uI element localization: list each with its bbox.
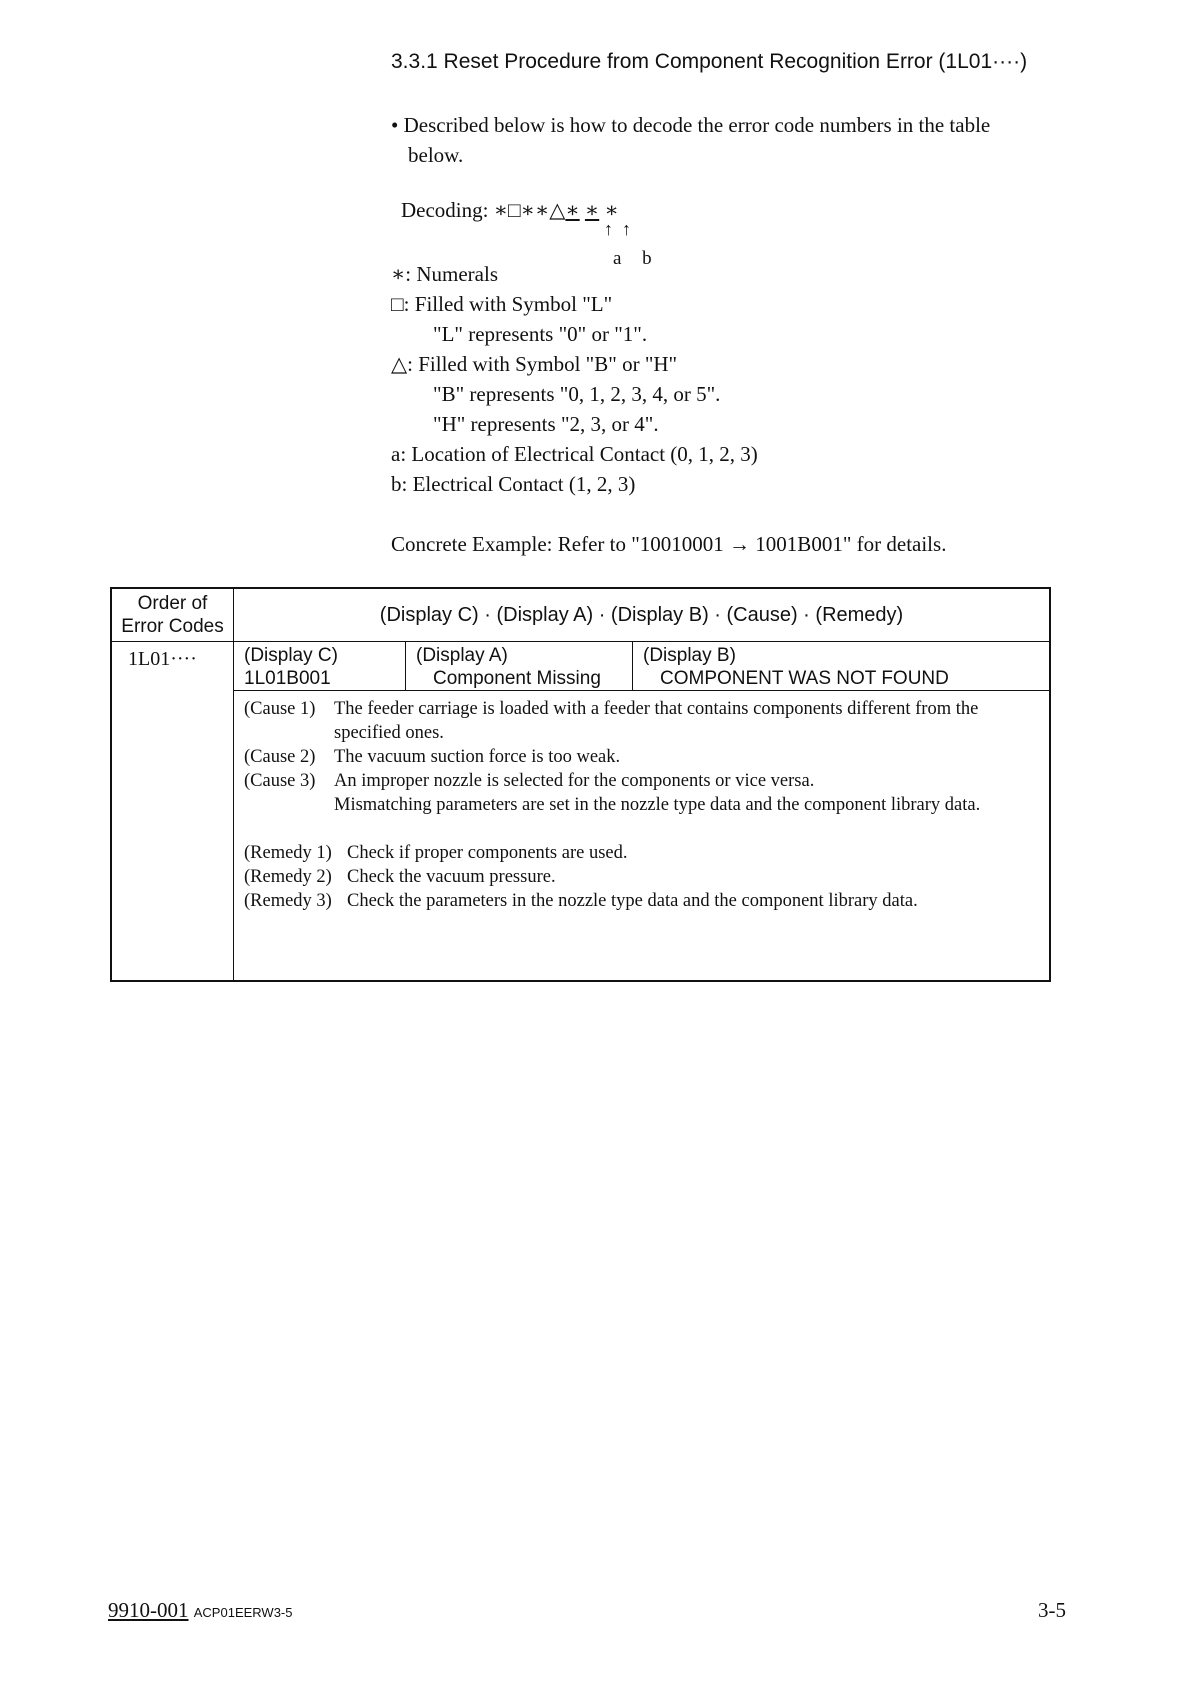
decoding-arrows: ↑↑ (604, 219, 640, 239)
decoding-ab-labels: a b (613, 248, 660, 269)
header-columns: (Display C) · (Display A) · (Display B) · (Cause) · (Remedy) (234, 588, 1051, 642)
legend-a: a: Location of Electrical Contact (0, 1, 2, 3) (391, 442, 758, 466)
legend-triangle-detail-h: "H" represents "2, 3, or 4". (433, 412, 659, 436)
table-row (111, 642, 1050, 691)
decoding-a-digit: ∗ (565, 198, 580, 222)
intro-paragraph (391, 110, 1074, 170)
decoding-b-digit: ∗ (584, 198, 600, 222)
cause-remedy-row (111, 691, 1050, 982)
remedy-1: (Remedy 1) Check if proper components are used. (244, 843, 628, 863)
cause-2: (Cause 2) The vacuum suction force is too weak. (244, 747, 621, 767)
legend-numerals: ∗: Numerals (391, 262, 498, 286)
legend-triangle: △: Filled with Symbol "B" or "H" (391, 352, 678, 376)
legend-triangle-detail-b: "B" represents "0, 1, 2, 3, 4, or 5". (433, 382, 721, 406)
header-order-of-error-codes: Order of Error Codes (111, 588, 234, 642)
display-b: (Display B) COMPONENT WAS NOT FOUND (633, 642, 1049, 690)
decoding-last-digit: ∗ (604, 198, 619, 222)
cause-remedy-cell (234, 691, 1051, 982)
table-header-row (111, 588, 1050, 642)
display-b-value: COMPONENT WAS NOT FOUND (660, 668, 949, 689)
legend-b: b: Electrical Contact (1, 2, 3) (391, 472, 636, 496)
footer-document-id (108, 1598, 293, 1623)
remedy-3: (Remedy 3) Check the parameters in the nozzle type data and the component library data. (244, 891, 918, 911)
section-heading: 3.3.1 Reset Procedure from Component Recognition Error (1L01····) (391, 50, 1028, 73)
footer-doc-code: ACP01EERW3-5 (193, 1605, 293, 1620)
legend-square-detail: "L" represents "0" or "1". (433, 322, 648, 346)
footer-doc-number: 9910-001 (108, 1598, 189, 1622)
intro-line-2: below. (408, 143, 464, 167)
decoding-prefix: Decoding: ∗□∗∗△ (401, 198, 566, 222)
display-a-value: Component Missing (433, 668, 601, 689)
display-c: (Display C) 1L01B001 (234, 642, 406, 690)
intro-line-1: • Described below is how to decode the error code numbers in the table (391, 113, 991, 137)
legend-square: □: Filled with Symbol "L" (391, 292, 613, 316)
remedy-2: (Remedy 2) Check the vacuum pressure. (244, 867, 556, 887)
error-code-table (110, 587, 1051, 982)
cause-1: (Cause 1) The feeder carriage is loaded with a feeder that contains components different from the specified ones. (244, 699, 979, 743)
error-code: 1L01···· (111, 642, 234, 982)
display-grid (234, 642, 1049, 690)
display-a: (Display A) Component Missing (406, 642, 633, 690)
concrete-example: Concrete Example: Refer to "10010001 → 1001B001" for details. (391, 532, 947, 556)
page-number: 3-5 (1038, 1598, 1066, 1622)
display-c-value: 1L01B001 (244, 668, 331, 689)
cause-3: (Cause 3) An improper nozzle is selected for the components or vice versa. Mismatching parameters are set in the nozzle type data and the component library data. (244, 771, 981, 815)
decoding-pattern (401, 198, 619, 223)
